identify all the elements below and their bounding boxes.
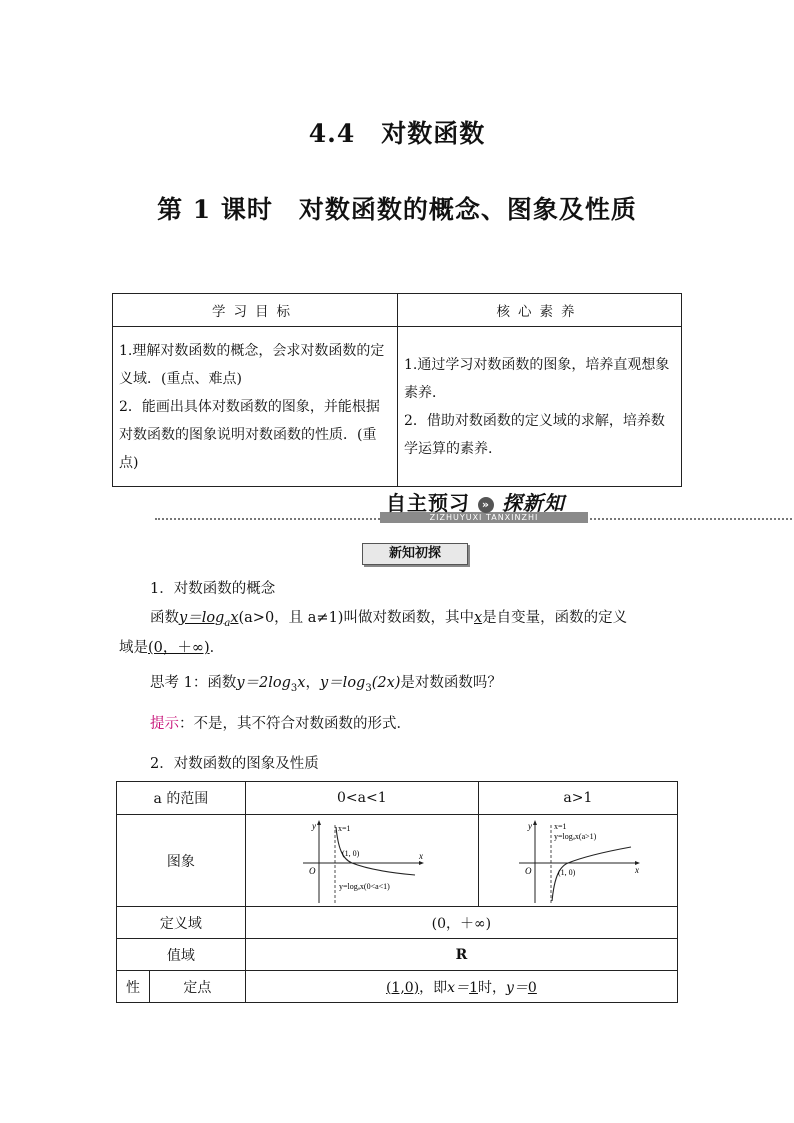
concept-heading: 1．对数函数的概念 <box>150 581 276 597</box>
properties-table <box>116 781 678 1003</box>
banner-left: 自主预习 <box>386 491 470 515</box>
graph-row-label: 图象 <box>117 815 246 907</box>
domain-blank: (0，＋∞) <box>148 640 210 656</box>
literacy-item-1: 1.通过学习对数函数的图象，培养直观想象素养． <box>404 356 670 401</box>
function-formula <box>179 610 239 629</box>
origin-label: O <box>308 865 316 876</box>
hint-answer <box>150 712 411 733</box>
banner-subtitle: ZIZHUYUXI TANXINZHI <box>429 513 539 522</box>
fixed-point-label: 定点 <box>150 971 246 1003</box>
banner-title <box>386 487 565 513</box>
origin-label: O <box>524 865 532 876</box>
y-arrow-icon <box>533 820 537 825</box>
y-arrow-icon <box>317 820 321 825</box>
section-tag: 新知初探 <box>362 543 468 565</box>
divider-left <box>155 518 383 520</box>
text: ，即 <box>419 979 448 996</box>
literacy-cell <box>398 327 682 487</box>
text: 是自变量，函数的定义 <box>482 610 628 626</box>
properties-heading: 2．对数函数的图象及性质 <box>150 756 319 772</box>
literacy-header: 核心素养 <box>398 294 682 327</box>
asymptote-label: x=1 <box>553 821 567 831</box>
col-header-2: a>1 <box>478 782 677 815</box>
text: y＝ <box>506 979 528 996</box>
text: 3 <box>290 682 298 694</box>
x-axis-label: x <box>634 864 639 875</box>
goals-table <box>112 293 682 487</box>
text: 1 <box>469 979 478 996</box>
range-label-cell: a 的范围 <box>117 782 246 815</box>
variable-blank: x <box>473 610 483 626</box>
text: (2x) <box>371 675 401 691</box>
text: (a>0，且 a≠1)叫做对数函数，其中 <box>238 610 474 626</box>
log-graph-decreasing <box>297 817 427 905</box>
think-question <box>150 671 502 694</box>
text: ． <box>209 640 225 656</box>
text: ， <box>305 675 320 691</box>
domain-value: (0，＋∞) <box>245 907 677 939</box>
text: y＝log <box>179 610 225 626</box>
section-banner <box>380 487 592 525</box>
divider-right <box>590 518 794 520</box>
text: y＝2log <box>236 675 291 691</box>
goals-cell <box>113 327 398 487</box>
text: a <box>224 617 231 629</box>
text: 域是 <box>119 640 148 656</box>
goal-item-1: 1.理解对数函数的概念，会求对数函数的定义域．(重点、难点) <box>119 342 385 387</box>
hint-label: 提示 <box>150 716 179 732</box>
y-axis-label: y <box>311 820 316 831</box>
goal-item-2: 2．能画出具体对数函数的图象，并能根据对数函数的图象说明对数函数的性质．(重点) <box>119 398 380 471</box>
range-row-label: 值域 <box>117 939 246 971</box>
text: 函数 <box>207 675 237 691</box>
property-row-label: 性 <box>117 971 150 1003</box>
fixed-point-value <box>245 971 677 1003</box>
goals-header: 学习目标 <box>113 294 398 327</box>
curve-label: y=logₐx(a>1) <box>553 831 597 841</box>
curve-label: y=logₐx(0<a<1) <box>338 881 390 891</box>
literacy-item-2: 2．借助对数函数的定义域的求解，培养数学运算的素养. <box>404 412 665 457</box>
graph-cell-2 <box>478 815 677 907</box>
text: 函数 <box>150 610 179 626</box>
text: x <box>297 675 306 691</box>
y-axis-label: y <box>527 820 532 831</box>
text: 思考 1： <box>150 675 208 691</box>
text: 是对数函数吗？ <box>400 675 502 691</box>
banner-right: 探新知 <box>501 491 565 515</box>
x-arrow-icon <box>419 861 424 865</box>
text: (1,0) <box>385 979 420 996</box>
text: ：不是，其不符合对数函数的形式． <box>179 716 411 732</box>
text: 时， <box>478 979 506 996</box>
lesson-title: 第 1 课时 对数函数的概念、图象及性质 <box>157 195 637 224</box>
double-chevron-icon: » <box>478 497 494 513</box>
asymptote-label: x=1 <box>337 823 351 833</box>
text: x <box>230 610 239 626</box>
graph-cell-1 <box>245 815 478 907</box>
domain-row-label: 定义域 <box>117 907 246 939</box>
concept-domain <box>119 636 224 657</box>
point-label: (1, 0) <box>557 867 576 877</box>
range-value: R <box>245 939 677 971</box>
section-title: 4.4 对数函数 <box>308 119 486 148</box>
text: 0 <box>527 979 537 996</box>
text: 3 <box>365 682 372 694</box>
point-label: (1, 0) <box>341 848 360 858</box>
x-axis-label: x <box>418 850 423 861</box>
text: y＝log <box>319 675 366 691</box>
col-header-1: 0<a<1 <box>245 782 478 815</box>
concept-definition <box>150 606 627 629</box>
log-graph-increasing <box>513 817 643 905</box>
text: x＝ <box>447 979 470 996</box>
